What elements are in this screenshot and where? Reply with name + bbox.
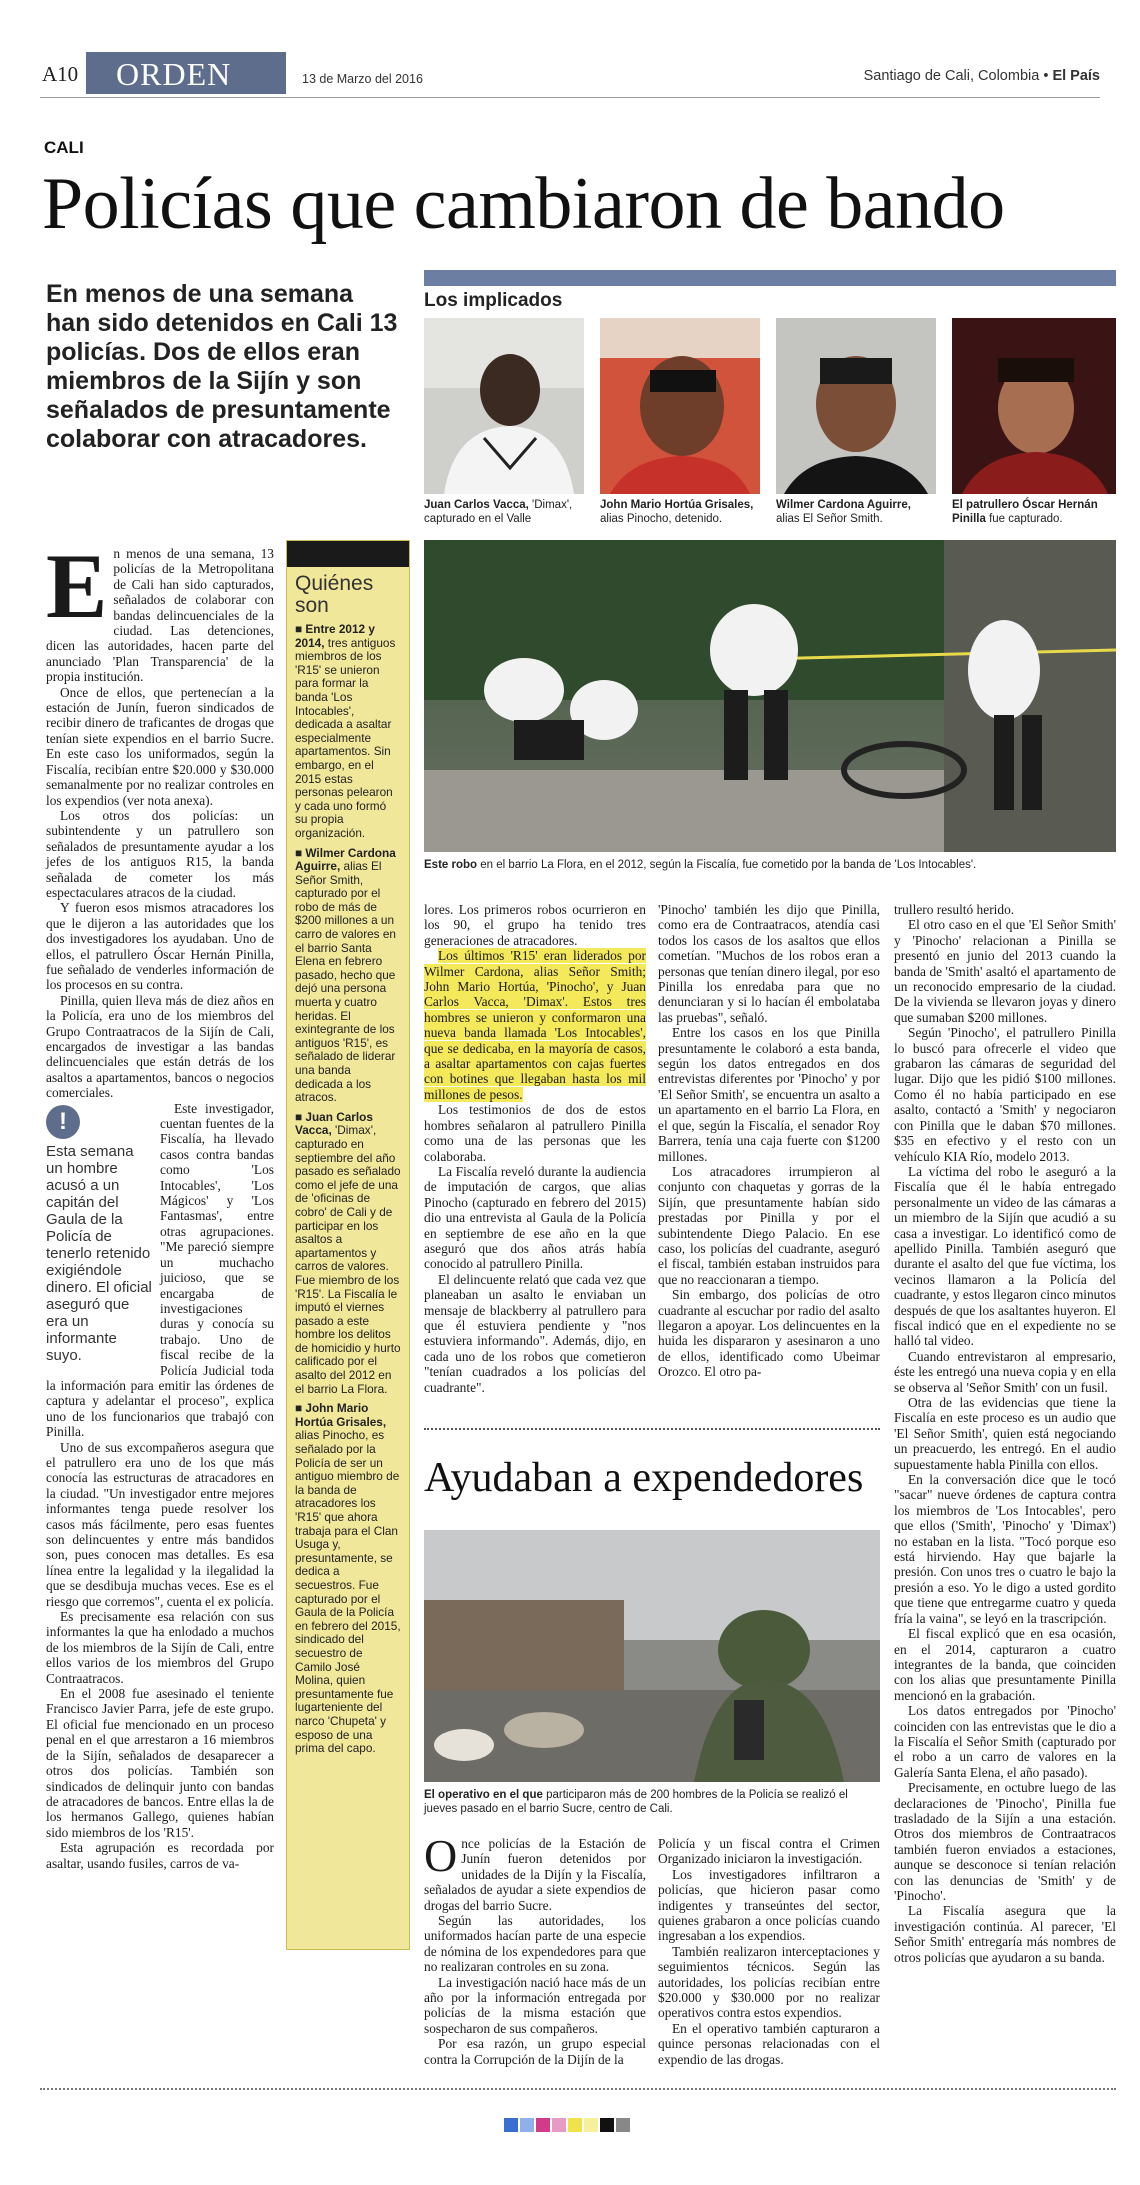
swatch [584,2118,598,2132]
paragraph: Esta agrupación es recordada por asaltar, usando fusiles, carros de va- [46,1840,274,1871]
paragraph: n menos de una semana, 13 policías de la Metropolitana de Cali han sido capturados, señalados de colaborar con bandas delincuenciales de la ciudad. Las detenciones, dicen las autoridades, hacen parte del anunciado 'Plan Transparencia' de la propia institución. [46,546,274,685]
paragraph: nce policías de la Estación de Junín fueron detenidos por unidades de la Dijín y la Fiscalía, señalados de ayudar a siete expendios de drogas del barrio Sucre. [424,1836,646,1913]
sidebar-body [287,621,409,1764]
caption-pinocho [600,498,765,526]
sidebar-item-text: alias El Señor Smith, capturado por el robo de más de $200 millones a un carro de valores en el barrio Santa Elena en febrero pasado, hecho que dejó una persona muerta y cuatro heridas. El exintegrante de los antiguos 'R15', es señalado de liderar una banda dedicada a los atracos. [295,859,396,1105]
header-rule [40,97,1100,98]
caption-name: Juan Carlos Vacca, [424,499,529,511]
portrait-smith [776,318,936,494]
swatch [568,2118,582,2132]
paragraph: La Fiscalía asegura que la investigación continúa. Al parecer, 'El Señor Smith' entregaría más nombres de otros policías que ayudaron a su banda. [894,1903,1116,1965]
caption-smith [776,498,936,526]
sidebar-item: ■ Wilmer Cardona Aguirre, alias El Señor Smith, capturado por el robo de más de $200 millones a un carro de valores en el barrio Santa Elena en febrero pasado, hecho que dejó una persona muerta y cuatro heridas. El exintegrante de los antiguos 'R15', es señalado de liderar una banda dedicada a los atracos. [295,845,396,1105]
brand-name: El País [1052,68,1100,84]
sidebar-item: ■ Juan Carlos Vacca, 'Dimax', capturado en septiembre del año pasado es señalado como el jefe de una de 'oficinas de cobro' de Cali y de participar en los asaltos a apartamentos y carros de valores. Fue miembro de los 'R15'. La Fiscalía le imputó el viernes pasado a este hombre los delitos de homicidio y hurto calificado por el asalto del 2012 en el barrio La Flora. [295,1109,401,1396]
caption-name: John Mario Hortúa Grisales, [600,499,754,511]
sidebar-item-key: Entre 2012 y 2014, [295,622,375,650]
paragraph: Entre los casos en los que Pinilla presuntamente le colaboró a esta banda, según los datos entregados en dos entrevistas diferentes por 'Pinocho' y por 'El Señor Smith', se encuentra un asalto a un apartamento en el barrio La Flora, en el que, según la Fiscalía, el senador Roy Barrera, tenía una caja fuerte con $1200 millones. [658,1025,880,1164]
sidebar-title: Quiénes son [295,572,374,617]
caption-pinilla [952,498,1116,526]
paragraph: Es precisamente esa relación con sus informantes la que ha enlodado a muchos de los miembros de la Sijín de Cali, entre ellos varios de los miembros del Grupo Contraatracos. [46,1609,274,1686]
deck: En menos de una semana han sido detenidos en Cali 13 policías. Dos de ellos eran miembros de la Sijín y son señalados de presuntamente colaborar con atracadores. [46,280,398,453]
secondary-top-rule [424,1428,880,1430]
paragraph: El fiscal explicó que en esa ocasión, en el 2014, capturaron a cuatro integrantes de la banda, que coinciden con los alias que presuntamente Pinilla mencionó en la grabación. [894,1626,1116,1703]
swatch [536,2118,550,2132]
sidebar-item: ■ Entre 2012 y 2014, tres antiguos miembros de los 'R15' se unieron para formar la banda 'Los Intocables', dedicada a asaltar especialmente apartamentos. Sin embargo, en el 2015 estas personas pelearon y cada uno formó su propia organización. [295,622,396,840]
article-column-3 [424,902,646,1418]
dropcap: E [46,535,108,637]
swatch [504,2118,518,2132]
portrait-pinilla [952,318,1116,494]
swatch [520,2118,534,2132]
paragraph: Los otros dos policías: un subintendente y un patrullero son señalados de presuntamente ayudar a los jefes de los antiguos R15, la banda señalada de cometer los más espectaculares atracos de la ciudad. [46,807,274,900]
paragraph: Los datos entregados por 'Pinocho' coinciden con las entrevistas que le dio a la Fiscalía el Señor Smith (capturado por el robo a un carro de valores en la Galería Santa Elena, el año pasado). [894,1703,1116,1780]
paragraph: El otro caso en el que 'El Señor Smith' y 'Pinocho' relacionan a Pinilla se presentó en junio del 2013 cuando la banda de 'Smith' asaltó el apartamento de un reconocido empresario de la ciudad. De la vivienda se llevaron joyas y dinero que sumaban $200 millones. [894,917,1116,1025]
caption-name: El patrullero Óscar Hernán Pinilla [952,499,1098,525]
paragraph: Once de ellos, que pertenecían a la estación de Junín, fueron sindicados de recibir dinero de traficantes de drogas que tenían siete expendios en el barrio Sucre. En este caso los uniformados, según la Fiscalía, recibían entre $20.000 y $30.000 semanalmente por no realizar controles en los expendios (ver nota anexa). [46,684,274,808]
section-banner [86,52,286,94]
caption-text: participaron más de 200 hombres de la Policía se realizó el jueves pasado en el barrio Sucre, centro de Cali. [424,1789,848,1815]
highlight: Los últimos 'R15' eran liderados por Wilmer Cardona, alias Señor Smith; John Mario Hortúa, 'Pinocho', y Juan Carlos Vacca, 'Dimax'. Estos tres hombres se unieron y conformaron una nueva banda llamada 'Los Intocables', que se dedicaba, en la mayoría de casos, a asaltar apartamentos con cajas fuertes con botines que llegaban hasta los mil millones de pesos. [424,948,646,1102]
paragraph: Los testimonios de dos de estos hombres señalaron al patrullero Pinilla como una de las personas que les colaboraba. [424,1102,646,1164]
paragraph: Y fueron esos mismos atracadores los que le dijeron a las autoridades que los dos investigadores los ayudaban. Uno de ellos, el patrullero Óscar Hernán Pinilla, fue señalado de venderles información de los procesos en su contra. [46,900,274,993]
paragraph: La víctima del robo le aseguró a la Fiscalía que él le había entregado personalmente un video de las cámaras a un miembro de la Sijín que acudió a su casa a investigar. Lo identificó como de apellido Pinilla. También aseguró que durante el asalto del que fue víctima, los vecinos llamaron a la Policía del cuadrante, y estos llegaron cinco minutos después de que los asaltantes huyeron. El fiscal indicó que en el expediente no se halló tal video. [894,1163,1116,1349]
paragraph: Precisamente, en octubre luego de las declaraciones de 'Pinocho', Pinilla fue trasladado de la Sijín a una estación. Otros dos miembros de Contraatracos también fueron enviados a estaciones, aunque se desconoce si tenían relación con las denuncias de 'Smith' y de 'Pinocho'. [894,1780,1116,1903]
portrait-dimax [424,318,584,494]
paragraph: En el operativo también capturaron a quince personas relacionadas con el expendio de las drogas. [658,2020,880,2067]
caption-text: alias El Señor Smith. [776,513,883,525]
secondary-column-1 [424,1830,646,2067]
sidebar-item-key: Juan Carlos Vacca, [295,1109,373,1138]
paragraph: También realizaron interceptaciones y seguimientos técnicos. Según las autoridades, los policías recibían entre $20.000 y $30.000 por no realizar operativos contra estos expendios. [658,1943,880,2021]
dropcap: O [424,1830,458,1881]
sidebar-item-key: John Mario Hortúa Grisales, [295,1401,387,1429]
paragraph: Policía y un fiscal contra el Crimen Organizado iniciaron la investigación. [658,1836,880,1867]
implicados-title: Los implicados [424,290,563,311]
issue-date: 13 de Marzo del 2016 [302,72,423,86]
paragraph: La Fiscalía reveló durante la audiencia de imputación de cargos, que alias Pinocho (capturado en febrero del 2015) dio una entrevista al Gaula de la Policía en septiembre de ese año en la que aseguró que dos años atrás había conocido al patrullero Pinilla. [424,1163,646,1272]
dateline-location: Santiago de Cali, Colombia • [863,68,1049,84]
kicker: CALI [44,138,84,157]
section-label: ORDEN [116,56,232,92]
caption-text: en el barrio La Flora, en el 2012, según la Fiscalía, fue cometido por la banda de 'Los Intocables'. [477,859,977,871]
footer-rule [40,2088,1116,2090]
paragraph: 'Pinocho' también les dijo que Pinilla, como era de Contraatracos, atendía casi todos los casos de los asaltos que ellos cometían. "Muchos de los robos eran a personas que tenían dinero ilegal, por eso Pinilla los enredaba para que no denunciaran y si lo hacían él embolataba las pruebas", señaló. [658,902,880,1025]
sidebar-item-text: alias Pinocho, es señalado por la Policía de ser un antiguo miembro de la banda de atracadores los 'R15' que ahora trabaja para el Clan Usuga y, presuntamente, se dedica a secuestros. Fue capturado por el Gaula de la Policía en febrero del 2015, sindicado del secuestro de Camilo José Molina, quien presuntamente fue lugarteniente del narco 'Chupeta' y esposo de una prima del capo. [295,1428,401,1756]
paragraph: Los atracadores irrumpieron al conjunto con chaquetas y gorras de la Sijín, que presuntamente habían sido prestadas por Pinilla y por el subintendente Diego Palacio. En ese caso, los policías del cuadrante, aseguró el fiscal, también estaban instruidos para que no reaccionaran a tiempo. [658,1163,880,1287]
caption-text: 'Dimax', capturado en el Valle [424,499,573,525]
paragraph: Según las autoridades, los uniformados hacían parte de una especie de nómina de los expendedores para que no realizaran controles en su zona. [424,1913,646,1975]
implicados-rule [424,270,1116,286]
paragraph: Otra de las evidencias que tiene la Fiscalía en este proceso es un audio que 'El Señor Smith', quien está negociando un preacuerdo, les entregó. En el audio supuestamente habla Pinilla con ellos. [894,1395,1116,1472]
sidebar-item: ■ John Mario Hortúa Grisales, alias Pinocho, es señalado por la Policía de ser un antiguo miembro de la banda de atracadores los 'R15' que ahora trabaja para el Clan Usuga y, presuntamente, se dedica a secuestros. Fue capturado por el Gaula de la Policía en febrero del 2015, sindicado del secuestro de Camilo José Molina, quien presuntamente fue lugarteniente del narco 'Chupeta' y esposo de una prima del capo. [295,1401,401,1756]
main-photo-caption [424,858,1116,872]
paragraph: Uno de sus excompañeros asegura que el patrullero era uno de los que más conocía las estructuras de atracadores en la ciudad. "Un investigador entre mejores informantes tenga puede resolver los casos más fácilmente, pero esas fuentes son delincuentes y entre más bandidos son, pues conocen mas detalles. Es esa línea entre la legalidad y la ilegalidad la que se desdibuja muchas veces. Ese es el riesgo que corremos", cuenta el ex policía. [46,1439,274,1609]
caption-name: Wilmer Cardona Aguirre, [776,499,911,511]
highlighted-paragraph [424,948,646,1102]
dateline [864,68,1100,84]
pull-quote [46,1105,152,1364]
portrait-pinocho [600,318,760,494]
quote-icon: ! [46,1105,80,1139]
paragraph: Pinilla, quien lleva más de diez años en la Policía, era uno de los miembros del Grupo Contraatracos de la Sijín de Cali, encargados de investigar a las bandas delincuenciales que están detrás de los asaltos a apartamentos, bancos o negocios comerciales. [46,992,274,1101]
headline: Policías que cambiaron de bando [42,163,1005,245]
caption-lead: El operativo en el que [424,1789,543,1801]
paragraph: En el 2008 fue asesinado el teniente Francisco Javier Parra, jefe de este grupo. El oficial fue mencionado en un proceso penal en el que arrestaron a 16 miembros de la Sijín, señalados de desaparecer a otros dos policías. También son sindicados de delinquir junto con bandas de atracadores de bancos. Entre ellas la de los hermanos Gallego, quienes habían sido miembros de los 'R15'. [46,1686,274,1840]
paragraph: trullero resultó herido. [894,902,1015,917]
sidebar-quienes-son [286,540,410,1950]
paragraph: La investigación nació hace más de un año por la información entregada por policías de la misma estación que sospecharon de sus compañeros. [424,1974,646,2036]
caption-text: alias Pinocho, detenido. [600,513,723,525]
paragraph: Según 'Pinocho', el patrullero Pinilla lo buscó para ofrecerle el video que grabaron las cámaras de seguridad del lugar. Dijo que les pidió $100 millones. Como él no había participado en ese asalto, contactó a 'Smith' y negociaron con Pinilla que le daban $70 millones. $35 en efectivo y el resto con un vehículo KIA Río, modelo 2013. [894,1025,1116,1164]
swatch [552,2118,566,2132]
sidebar-item-text: tres antiguos miembros de los 'R15' se unieron para formar la banda 'Los Intocables', dedicada a asaltar especialmente apartamentos. Sin embargo, en el 2015 estas personas pelearon y cada uno formó su propia organización. [295,635,396,840]
secondary-photo-caption [424,1788,880,1816]
paragraph: Por esa razón, un grupo especial contra la Corrupción de la Dijín de la [424,2036,646,2067]
swatch [600,2118,614,2132]
paragraph: En la conversación dice que le tocó "sacar" nueve órdenes de captura contra los miembros de 'Los Intocables', pero que ellos ('Smith', 'Pinocho' y 'Dimax') no estaban en la lista. "Tocó porque eso está hirviendo. Hay que bajarle la presión. Con unos tres o cuatro le bajo la presión a eso. Yo le digo a usted gordito que tiene que entregarme cuatro y queda fría la vaina", se leyó en la trascripción. [894,1472,1116,1626]
page-number: A10 [42,62,79,86]
paragraph: Sin embargo, dos policías de otro cuadrante al escuchar por radio del asalto llegaron a apoyar. Los delincuentes en la huida les dispararon y asesinaron a uno de ellos, identificado como Ubeimar Orozco. El otro pa- [658,1287,880,1380]
caption-text: fue capturado. [985,513,1063,525]
color-registration-strip [504,2118,630,2132]
paragraph: Este investigador, cuentan fuentes de la Fiscalía, ha llevado casos contra bandas como 'Los Intocables', 'Los Mágicos' y 'Los Fantasmas', entre otras agrupaciones. "Me pareció siempre un muchacho juicioso, que se encargaba de investigaciones duras y conocía su trabajo. Uno de fiscal recibe de la Policía Judicial toda la información para emitir las órdenes de captura y adelantar el proceso", explica uno de los funcionarios que trabajó con Pinilla. [46,1100,274,1440]
sidebar-top-rule [287,541,409,567]
secondary-headline: Ayudaban a expendedores [424,1455,864,1501]
paragraph: El delincuente relató que cada vez que planeaban un asalto le enviaban un mensaje de blackberry al patrullero para que él estuviera pendiente y "nos estuviera informando". Además, dijo, en cada uno de los robos que cometieron "tenían cuadrados a los policías del cuadrante". [424,1271,646,1395]
secondary-photo [424,1530,880,1782]
article-column-1 [46,535,274,2066]
paragraph: Cuando entrevistaron al empresario, éste les entregó una nueva copia y en ella se observa al 'Señor Smith' con un fusil. [894,1348,1116,1395]
paragraph: lores. Los primeros robos ocurrieron en los 90, el grupo ha tenido tres generaciones de atracadores. [424,902,646,948]
swatch [616,2118,630,2132]
main-photo [424,540,1116,852]
caption-dimax [424,498,584,526]
sidebar-item-key: Wilmer Cardona Aguirre, [295,845,396,874]
article-column-4 [658,902,880,1418]
secondary-column-2 [658,1836,880,2067]
caption-lead: Este robo [424,859,478,871]
paragraph: Los investigadores infiltraron a policías, que hicieron pasar como indigentes y transeúntes del sector, quienes grabaron a once policías cuando ingresaban a los expendios. [658,1866,880,1944]
quote-text: Esta semana un hombre acusó a un capitán del Gaula de la Policía de tenerlo retenido exigiéndole dinero. El oficial aseguró que era un informante suyo. [46,1142,152,1364]
sidebar-item-text: 'Dimax', capturado en septiembre del año pasado es señalado como el jefe de una de 'oficinas de cobro' de Cali y de participar en los asaltos a apartamentos y carros de valores. Fue miembro de los 'R15'. La Fiscalía le imputó el viernes pasado a este hombre los delitos de homicidio y hurto calificado por el asalto del 2012 en el barrio La Flora. [295,1123,401,1396]
article-column-5 [894,902,1116,2034]
